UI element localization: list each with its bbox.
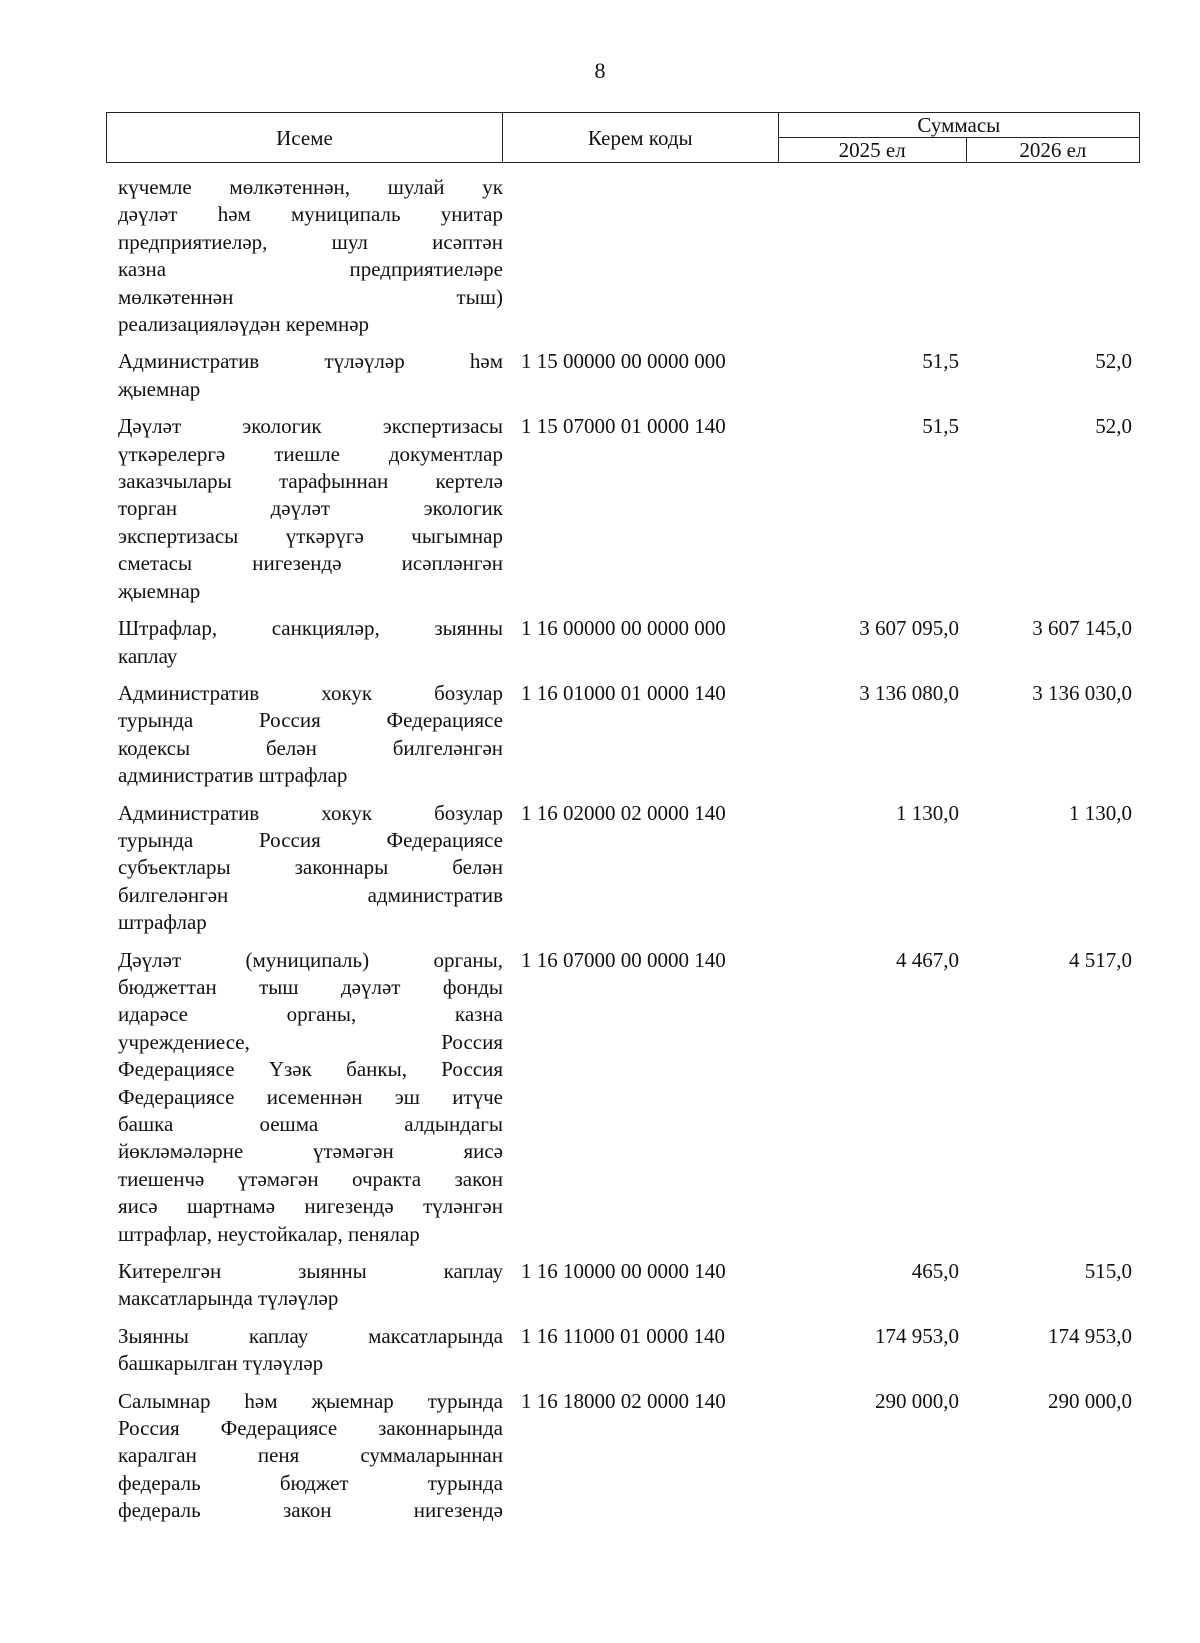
row-name-line: тиешенчә үтәмәгән очракта закон [118,1166,503,1191]
header-year-2026: 2026 ел [966,138,1139,163]
row-name-line: Административ хокук бозулар [118,680,503,705]
table-row [106,348,1140,403]
table-row [106,1323,1140,1378]
table-row [106,800,1140,937]
row-name-line: Зыянны каплау максатларында [118,1323,503,1348]
row-name-line: Дәүләт экологик экспертизасы [118,414,503,439]
row-name [106,1258,503,1313]
row-name-line: Федерациясе Үзәк банкы, Россия [118,1057,503,1082]
table-row [106,680,1140,790]
row-value-2026: 515,0 [1084,1259,1132,1284]
row-name-line: Салымнар һәм җыемнар турында [118,1388,503,1413]
row-name-line: реализацияләүдән керемнәр [118,312,370,337]
row-value-2026: 3 607 145,0 [1032,616,1132,641]
row-name-line: предприятиеләр, шул исәптән [118,229,503,254]
table-row [106,1258,1140,1313]
row-name-line: федераль закон нигезендә [118,1498,503,1523]
row-name [106,947,503,1248]
table-header [106,112,1140,163]
row-code: 1 15 00000 00 0000 000 [521,349,726,374]
row-name-line: үткәрелергә тиешле документлар [118,441,503,466]
row-name-line: учреждениесе, Россия [118,1029,503,1054]
row-name-line: сметасы нигезендә исәпләнгән [118,551,503,576]
row-name-line: заказчылары тарафыннан кертелә [118,469,503,494]
row-name-line: йөкләмәләрне үтәмәгән яисә [118,1139,503,1164]
row-value-2026: 52,0 [1095,414,1132,439]
row-value-2026: 290 000,0 [1048,1388,1132,1413]
row-name-line: билгеләнгән административ [118,882,503,907]
row-name [106,413,503,605]
row-name [106,615,503,670]
row-name [106,348,503,403]
row-name-line: Федерациясе исеменнән эш итүче [118,1084,503,1109]
row-name-line: яисә шартнамә нигезендә түләнгән [118,1194,503,1219]
table-row [106,413,1140,605]
header-name: Исеме [107,113,503,163]
row-name-line: каплау [118,643,178,668]
row-name-line: турында Россия Федерациясе [118,827,503,852]
row-value-2025: 3 136 080,0 [859,680,959,705]
row-name-line: максатларында түләүләр [118,1286,339,1311]
row-name [106,1388,503,1525]
row-name-line: торган дәүләт экологик [118,496,503,521]
row-code: 1 16 01000 01 0000 140 [521,680,726,705]
header-code: Керем коды [502,113,778,163]
row-code: 1 16 07000 00 0000 140 [521,947,726,972]
row-name-line: мөлкәтеннән тыш) [118,284,503,309]
row-name-line: административ штрафлар [118,763,348,788]
row-name-line: турында Россия Федерациясе [118,708,503,733]
row-name [106,800,503,937]
row-value-2026: 174 953,0 [1048,1323,1132,1348]
row-code: 1 16 00000 00 0000 000 [521,616,726,641]
row-value-2025: 290 000,0 [875,1388,959,1413]
row-name-line: Административ түләүләр һәм [118,349,503,374]
row-code: 1 15 07000 01 0000 140 [521,414,726,439]
table-row [106,1388,1140,1525]
row-name-line: федераль бюджет турында [118,1470,503,1495]
row-name-line: идарәсе органы, казна [118,1002,503,1027]
table-row [106,947,1140,1248]
row-name-line: Россия Федерациясе законнарында [118,1416,503,1441]
row-name [106,174,503,338]
row-value-2026 [959,174,1132,338]
row-value-2026: 4 517,0 [1069,947,1132,972]
row-code: 1 16 10000 00 0000 140 [521,1259,726,1284]
row-value-2025: 174 953,0 [875,1323,959,1348]
row-name-line: җыемнар [118,376,201,401]
row-name-line: җыемнар [118,578,201,603]
row-value-2025: 1 130,0 [896,800,959,825]
row-name-line: бюджеттан тыш дәүләт фонды [118,974,503,999]
row-name-line: штрафлар, неустойкалар, пенялар [118,1221,420,1246]
row-code [503,174,779,338]
row-name-line: штрафлар [118,910,207,935]
row-name-line: башка оешма алдындагы [118,1112,503,1136]
row-value-2025: 51,5 [922,349,959,374]
header-sums: Суммасы [778,113,1139,138]
row-value-2026: 52,0 [1095,349,1132,374]
row-name-line: каралган пеня суммаларыннан [118,1443,503,1468]
row-code: 1 16 11000 01 0000 140 [521,1323,725,1348]
row-name-line: күчемле мөлкәтеннән, шулай ук [118,175,503,199]
row-value-2025 [779,174,959,338]
row-value-2026: 3 136 030,0 [1032,680,1132,705]
row-code: 1 16 18000 02 0000 140 [521,1388,726,1413]
row-name-line: Китерелгән зыянны каплау [118,1259,503,1284]
row-value-2025: 4 467,0 [896,947,959,972]
table-row [106,615,1140,670]
table-body [106,174,1140,1535]
row-name-line: кодексы белән билгеләнгән [118,735,503,760]
row-name [106,680,503,790]
table-row [106,174,1140,338]
row-value-2026: 1 130,0 [1069,800,1132,825]
row-name-line: башкарылган түләүләр [118,1351,324,1376]
row-name-line: Штрафлар, санкцияләр, зыянны [118,616,503,641]
row-name-line: казна предприятиеләре [118,257,503,282]
page-number: 8 [594,58,606,83]
row-name-line: Административ хокук бозулар [118,800,503,825]
row-name-line: Дәүләт (муниципаль) органы, [118,947,503,972]
row-value-2025: 51,5 [922,414,959,439]
row-code: 1 16 02000 02 0000 140 [521,800,726,825]
row-name-line: экспертизасы үткәрүгә чыгымнар [118,523,503,548]
row-name-line: субъектлары законнары белән [118,855,503,880]
row-value-2025: 465,0 [911,1259,959,1284]
row-value-2025: 3 607 095,0 [859,616,959,641]
row-name [106,1323,503,1378]
header-year-2025: 2025 ел [778,138,966,163]
row-name-line: дәүләт һәм муниципаль унитар [118,202,503,227]
